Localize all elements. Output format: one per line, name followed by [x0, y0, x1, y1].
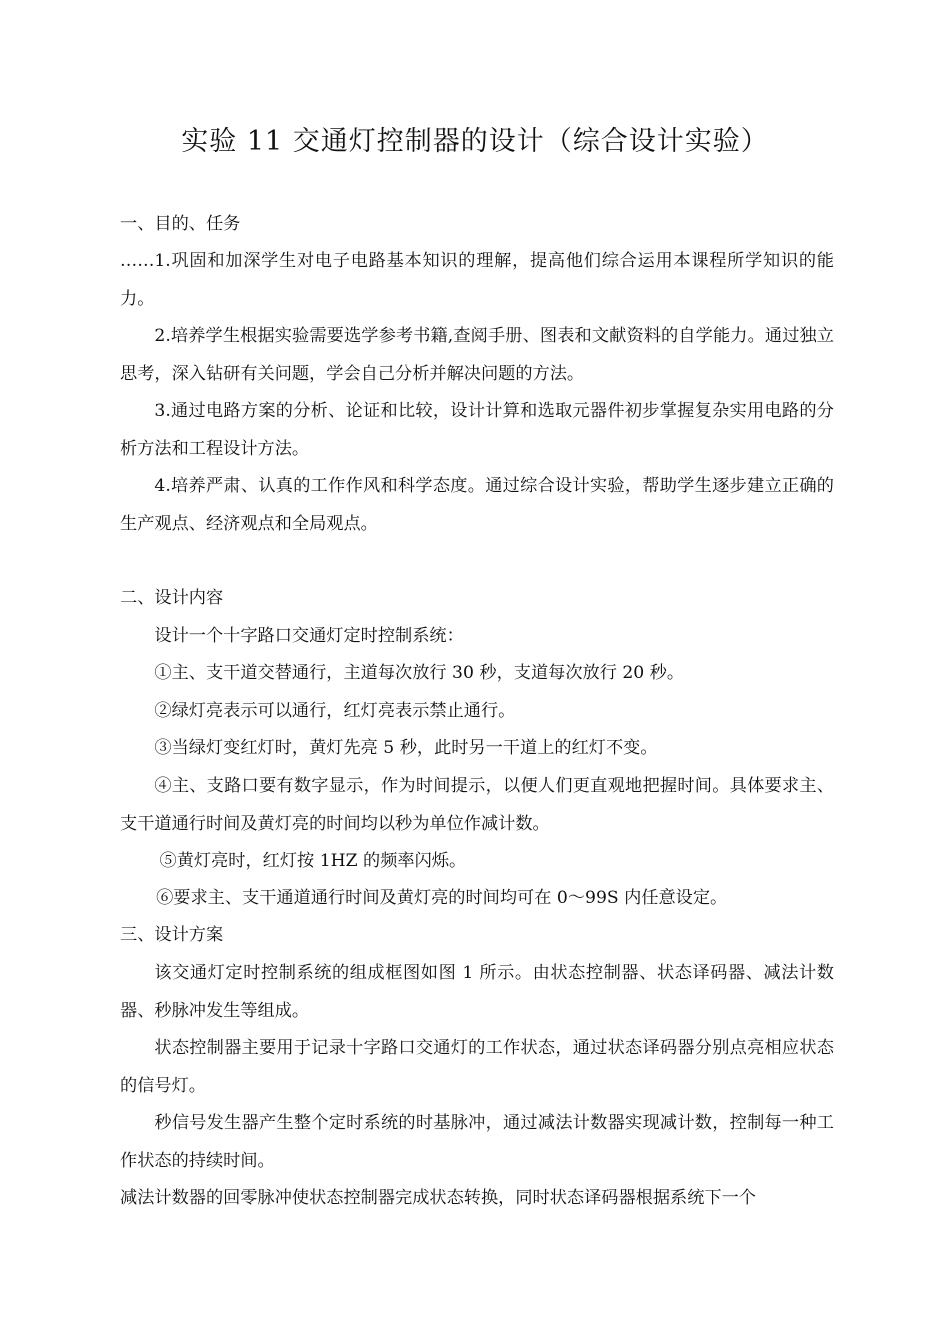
- section-heading-content: 二、设计内容: [120, 588, 224, 608]
- content-intro: 设计一个十字路口交通灯定时控制系统：: [154, 626, 464, 646]
- purpose-item-2: 2.培养学生根据实验需要选学参考书籍,查阅手册、图表和文献资料的自学能力。通过独立思考，深入钻研有关问题，学会自己分析并解决问题的方法。: [120, 326, 834, 384]
- scheme-paragraph-2: 状态控制器主要用于记录十字路口交通灯的工作状态，通过状态译码器分别点亮相应状态的信号灯。: [120, 1038, 834, 1096]
- content-item-4: ④主、支路口要有数字显示，作为时间提示，以便人们更直观地把握时间。具体要求主、支干道通行时间及黄灯亮的时间均以秒为单位作减计数。: [120, 776, 834, 834]
- scheme-paragraph-1: 该交通灯定时控制系统的组成框图如图 1 所示。由状态控制器、状态译码器、减法计数器、秒脉冲发生等组成。: [120, 963, 834, 1021]
- content-item-5: ⑤黄灯亮时，红灯按 1HZ 的频率闪烁。: [159, 851, 467, 871]
- purpose-item-3: 3.通过电路方案的分析、论证和比较，设计计算和选取元器件初步掌握复杂实用电路的分析方法和工程设计方法。: [120, 401, 834, 459]
- purpose-item-1: ……1.巩固和加深学生对电子电路基本知识的理解，提高他们综合运用本课程所学知识的能力。: [120, 251, 834, 309]
- section-heading-purpose: 一、目的、任务: [120, 214, 241, 234]
- purpose-item-4: 4.培养严肃、认真的工作作风和科学态度。通过综合设计实验，帮助学生逐步建立正确的生产观点、经济观点和全局观点。: [120, 476, 834, 534]
- document-title: 实验 11 交通灯控制器的设计（综合设计实验）: [181, 126, 769, 157]
- content-item-6: ⑥要求主、支干通道通行时间及黄灯亮的时间均可在 0～99S 内任意设定。: [156, 888, 728, 908]
- section-heading-scheme: 三、设计方案: [120, 925, 224, 945]
- scheme-paragraph-3: 秒信号发生器产生整个定时系统的时基脉冲，通过减法计数器实现减计数，控制每一种工作状态的持续时间。: [120, 1113, 834, 1171]
- content-item-1: ①主、支干道交替通行，主道每次放行 30 秒，支道每次放行 20 秒。: [154, 663, 685, 683]
- content-item-2: ②绿灯亮表示可以通行，红灯亮表示禁止通行。: [154, 701, 516, 721]
- content-item-3: ③当绿灯变红灯时，黄灯先亮 5 秒，此时另一干道上的红灯不变。: [154, 738, 658, 758]
- scheme-paragraph-4: 减法计数器的回零脉冲使状态控制器完成状态转换，同时状态译码器根据系统下一个: [120, 1188, 756, 1208]
